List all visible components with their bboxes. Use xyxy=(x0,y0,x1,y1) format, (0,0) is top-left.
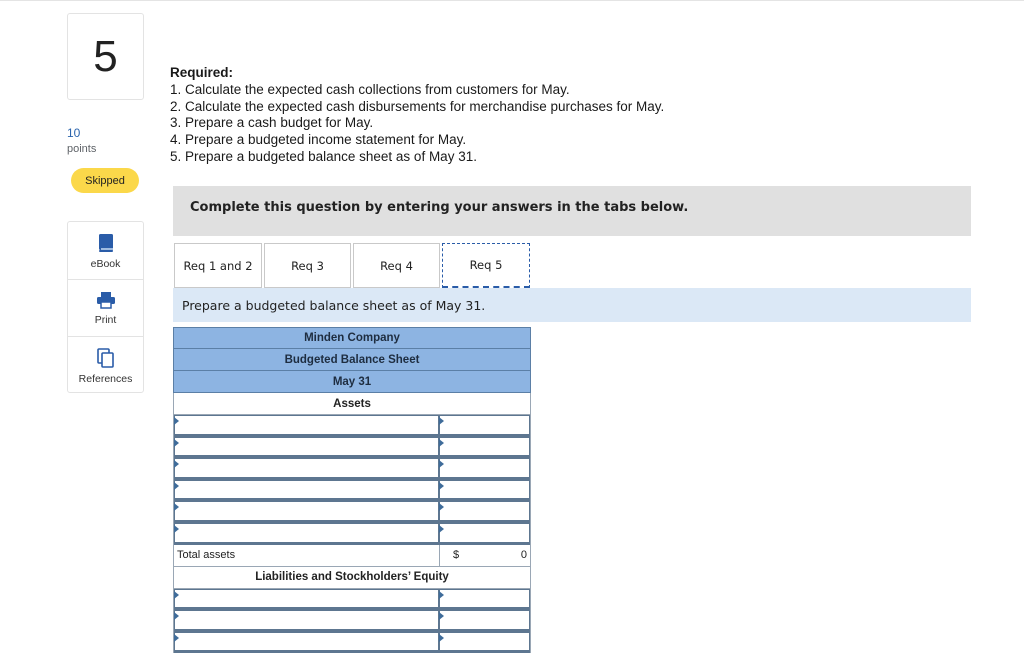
dropdown-marker-icon xyxy=(439,591,444,599)
asset-amount-input[interactable] xyxy=(439,501,530,523)
dropdown-marker-icon xyxy=(439,503,444,511)
dropdown-marker-icon xyxy=(174,482,179,490)
asset-amount-input[interactable] xyxy=(439,437,530,459)
asset-amount-input[interactable] xyxy=(439,480,530,502)
tab-req-5[interactable]: Req 5 xyxy=(442,243,530,288)
references-button[interactable] xyxy=(68,336,143,393)
asset-row xyxy=(173,458,531,480)
required-item: 4. Prepare a budgeted income statement for May. xyxy=(170,132,467,148)
asset-label-input[interactable] xyxy=(174,458,439,480)
assets-heading: Assets xyxy=(173,393,531,415)
asset-label-input[interactable] xyxy=(174,523,439,545)
dropdown-marker-icon xyxy=(439,525,444,533)
liability-label-input[interactable] xyxy=(174,632,439,654)
tab-req-1-and-2[interactable]: Req 1 and 2 xyxy=(174,243,262,288)
status-badge: Skipped xyxy=(71,168,139,193)
tools-panel xyxy=(67,221,144,393)
column-divider xyxy=(439,545,440,566)
total-assets-row xyxy=(173,545,531,567)
tab-req-3[interactable]: Req 3 xyxy=(264,243,351,288)
required-item: 2. Calculate the expected cash disbursements for merchandise purchases for May. xyxy=(170,98,665,114)
liability-amount-input[interactable] xyxy=(439,589,530,611)
asset-row xyxy=(173,437,531,459)
dropdown-marker-icon xyxy=(174,439,179,447)
liability-label-input[interactable] xyxy=(174,589,439,611)
references-icon xyxy=(97,348,115,368)
total-assets-label: Total assets xyxy=(177,548,236,561)
dropdown-marker-icon xyxy=(439,612,444,620)
dropdown-marker-icon xyxy=(174,591,179,599)
ebook-button[interactable] xyxy=(68,222,143,279)
liability-row xyxy=(173,632,531,654)
asset-row xyxy=(173,480,531,502)
book-icon xyxy=(98,233,114,253)
required-section xyxy=(170,65,664,166)
dropdown-marker-icon xyxy=(174,612,179,620)
company-name: Minden Company xyxy=(173,327,531,349)
dropdown-marker-icon xyxy=(439,634,444,642)
dropdown-marker-icon xyxy=(174,525,179,533)
instruction-text: Complete this question by entering your answers in the tabs below. xyxy=(190,200,689,215)
asset-amount-input[interactable] xyxy=(439,523,530,545)
balance-sheet xyxy=(173,327,531,653)
tab-req-4[interactable]: Req 4 xyxy=(353,243,440,288)
liability-row xyxy=(173,610,531,632)
dropdown-marker-icon xyxy=(174,634,179,642)
points-value: 10 xyxy=(67,126,81,140)
asset-row xyxy=(173,501,531,523)
print-label: Print xyxy=(94,314,117,326)
total-assets-value: 0 xyxy=(520,548,527,561)
dropdown-marker-icon xyxy=(439,460,444,468)
task-bar xyxy=(173,288,971,322)
printer-icon xyxy=(96,291,116,309)
liabilities-heading: Liabilities and Stockholders’ Equity xyxy=(173,567,531,589)
ebook-label: eBook xyxy=(90,258,121,270)
statement-title: Budgeted Balance Sheet xyxy=(173,349,531,371)
liability-row xyxy=(173,589,531,611)
asset-label-input[interactable] xyxy=(174,480,439,502)
dropdown-marker-icon xyxy=(174,460,179,468)
dropdown-marker-icon xyxy=(439,482,444,490)
required-item: 3. Prepare a cash budget for May. xyxy=(170,115,374,131)
question-number: 5 xyxy=(93,31,118,81)
task-text: Prepare a budgeted balance sheet as of May 31. xyxy=(182,298,486,313)
print-button[interactable] xyxy=(68,279,143,336)
dropdown-marker-icon xyxy=(174,417,179,425)
asset-row xyxy=(173,523,531,545)
liability-amount-input[interactable] xyxy=(439,632,530,654)
required-title: Required: xyxy=(170,65,234,80)
instruction-banner xyxy=(173,186,971,236)
asset-label-input[interactable] xyxy=(174,437,439,459)
statement-date: May 31 xyxy=(173,371,531,393)
required-item: 5. Prepare a budgeted balance sheet as of May 31. xyxy=(170,148,477,164)
dropdown-marker-icon xyxy=(439,417,444,425)
top-divider xyxy=(0,0,1024,1)
question-number-box xyxy=(67,13,144,100)
asset-amount-input[interactable] xyxy=(439,415,530,437)
required-item: 1. Calculate the expected cash collections from customers for May. xyxy=(170,81,570,97)
asset-label-input[interactable] xyxy=(174,501,439,523)
asset-amount-input[interactable] xyxy=(439,458,530,480)
currency-symbol: $ xyxy=(453,548,460,561)
liability-label-input[interactable] xyxy=(174,610,439,632)
asset-row xyxy=(173,415,531,437)
liability-amount-input[interactable] xyxy=(439,610,530,632)
points-label: points xyxy=(67,143,97,155)
dropdown-marker-icon xyxy=(439,439,444,447)
dropdown-marker-icon xyxy=(174,503,179,511)
asset-label-input[interactable] xyxy=(174,415,439,437)
references-label: References xyxy=(78,373,133,385)
